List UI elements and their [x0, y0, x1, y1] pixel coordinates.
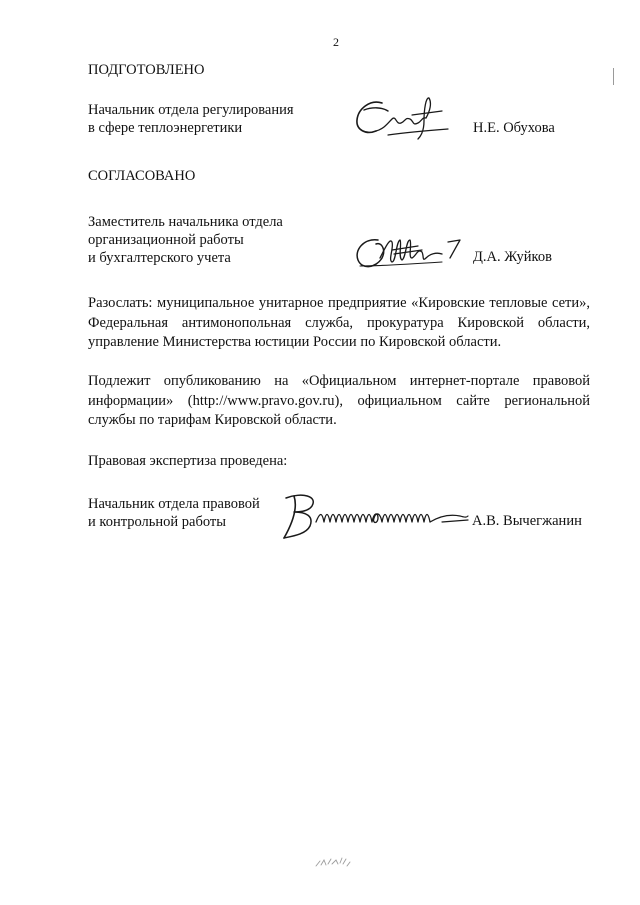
prepared-name: Н.Е. Обухова [473, 120, 555, 136]
legal-review-position-line1: Начальник отдела правовой [88, 496, 260, 512]
agreed-heading: СОГЛАСОВАНО [88, 168, 196, 184]
legal-review-position-line2: и контрольной работы [88, 514, 226, 530]
agreed-position-line1: Заместитель начальника отдела [88, 214, 283, 230]
signature-zhuikov [352, 228, 472, 276]
prepared-heading: ПОДГОТОВЛЕНО [88, 62, 205, 78]
page-number: 2 [333, 35, 339, 49]
publication-paragraph: Подлежит опубликованию на «Официальном интернет-портале правовой информации» (http://www.pravo.gov.ru), официальном сайте региональной службы по тарифам Кировской области. [88, 373, 590, 428]
distribution-paragraph: Разослать: муниципальное унитарное предприятие «Кировские тепловые сети», Федеральная антимонопольная служба, прокуратура Кировской области, управление Министерства юстиции России по Кировской области. [88, 295, 590, 350]
scan-edge-mark [613, 68, 614, 85]
agreed-name: Д.А. Жуйков [473, 249, 552, 265]
signature-vychegzhanin [272, 488, 472, 544]
prepared-position-line1: Начальник отдела регулирования [88, 102, 294, 118]
prepared-position-line2: в сфере теплоэнергетики [88, 120, 243, 136]
legal-review-name: А.В. Вычегжанин [472, 513, 582, 529]
agreed-position-line2: организационной работы [88, 232, 244, 248]
faint-scan-mark [314, 852, 354, 877]
legal-review-statement: Правовая экспертиза проведена: [88, 453, 288, 469]
signature-obukhova [352, 89, 452, 145]
agreed-position-line3: и бухгалтерского учета [88, 250, 231, 266]
